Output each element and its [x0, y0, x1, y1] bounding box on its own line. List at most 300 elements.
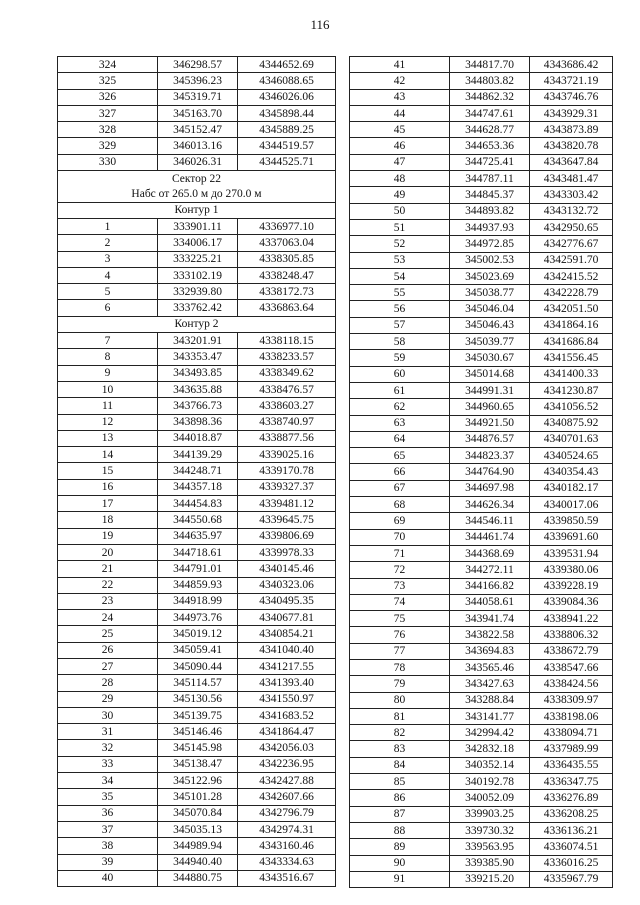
x-coordinate: 345396.23 — [158, 73, 238, 89]
point-number: 49 — [350, 187, 450, 203]
point-number: 13 — [58, 430, 158, 446]
point-number: 16 — [58, 479, 158, 495]
x-coordinate: 343941.74 — [450, 611, 530, 627]
y-coordinate: 4341556.45 — [530, 350, 613, 366]
table-row — [58, 642, 336, 658]
y-coordinate: 4338476.57 — [238, 381, 336, 397]
table-row — [350, 464, 613, 480]
x-coordinate: 344787.11 — [450, 171, 530, 187]
table-row — [350, 57, 613, 73]
y-coordinate: 4339850.59 — [530, 513, 613, 529]
x-coordinate: 345046.04 — [450, 301, 530, 317]
x-coordinate: 344368.69 — [450, 545, 530, 561]
table-row — [58, 707, 336, 723]
x-coordinate: 345023.69 — [450, 268, 530, 284]
y-coordinate: 4336016.25 — [530, 855, 613, 871]
y-coordinate: 4342056.03 — [238, 740, 336, 756]
x-coordinate: 344937.93 — [450, 219, 530, 235]
table-row — [350, 415, 613, 431]
page-number: 116 — [310, 17, 330, 32]
point-number: 14 — [58, 447, 158, 463]
y-coordinate: 4343334.63 — [238, 854, 336, 870]
point-number: 64 — [350, 431, 450, 447]
point-number: 88 — [350, 822, 450, 838]
x-coordinate: 344973.76 — [158, 610, 238, 626]
x-coordinate: 345019.12 — [158, 626, 238, 642]
table-row — [58, 447, 336, 463]
x-coordinate: 344454.83 — [158, 496, 238, 512]
point-number: 11 — [58, 398, 158, 414]
table-row — [58, 691, 336, 707]
table-row — [350, 89, 613, 105]
right-coordinates-table — [349, 56, 613, 888]
x-coordinate: 345319.71 — [158, 89, 238, 105]
x-coordinate: 345038.77 — [450, 285, 530, 301]
y-coordinate: 4339645.75 — [238, 512, 336, 528]
table-row — [58, 105, 336, 121]
x-coordinate: 346026.31 — [158, 154, 238, 170]
table-row — [58, 756, 336, 772]
table-row — [350, 643, 613, 659]
point-number: 23 — [58, 593, 158, 609]
point-number: 61 — [350, 382, 450, 398]
y-coordinate: 4340677.81 — [238, 610, 336, 626]
x-coordinate: 344718.61 — [158, 544, 238, 560]
y-coordinate: 4342776.67 — [530, 236, 613, 252]
y-coordinate: 4341864.47 — [238, 724, 336, 740]
x-coordinate: 343565.46 — [450, 659, 530, 675]
table-row — [58, 561, 336, 577]
y-coordinate: 4342607.66 — [238, 789, 336, 805]
x-coordinate: 345130.56 — [158, 691, 238, 707]
y-coordinate: 4346026.06 — [238, 89, 336, 105]
y-coordinate: 4341400.33 — [530, 366, 613, 382]
y-coordinate: 4341686.84 — [530, 334, 613, 350]
point-number: 330 — [58, 154, 158, 170]
x-coordinate: 345114.57 — [158, 675, 238, 691]
y-coordinate: 4342051.50 — [530, 301, 613, 317]
point-number: 75 — [350, 611, 450, 627]
y-coordinate: 4344519.57 — [238, 138, 336, 154]
table-row — [350, 399, 613, 415]
point-number: 10 — [58, 381, 158, 397]
x-coordinate: 345039.77 — [450, 334, 530, 350]
point-number: 82 — [350, 725, 450, 741]
y-coordinate: 4341217.55 — [238, 658, 336, 674]
contour-1-title: Контур 1 — [58, 202, 336, 218]
point-number: 54 — [350, 268, 450, 284]
table-row — [58, 593, 336, 609]
y-coordinate: 4338941.22 — [530, 611, 613, 627]
point-number: 79 — [350, 676, 450, 692]
point-number: 44 — [350, 105, 450, 121]
x-coordinate: 343694.83 — [450, 643, 530, 659]
x-coordinate: 344139.29 — [158, 447, 238, 463]
point-number: 19 — [58, 528, 158, 544]
table-row — [350, 252, 613, 268]
y-coordinate: 4338118.15 — [238, 333, 336, 349]
table-row — [350, 497, 613, 513]
x-coordinate: 333102.19 — [158, 267, 238, 283]
point-number: 80 — [350, 692, 450, 708]
point-number: 326 — [58, 89, 158, 105]
x-coordinate: 345145.98 — [158, 740, 238, 756]
point-number: 91 — [350, 871, 450, 887]
x-coordinate: 344697.98 — [450, 480, 530, 496]
x-coordinate: 332939.80 — [158, 284, 238, 300]
table-row — [350, 350, 613, 366]
x-coordinate: 342994.42 — [450, 725, 530, 741]
x-coordinate: 346013.16 — [158, 138, 238, 154]
x-coordinate: 340352.14 — [450, 757, 530, 773]
x-coordinate: 339730.32 — [450, 822, 530, 838]
table-row — [350, 659, 613, 675]
y-coordinate: 4343820.78 — [530, 138, 613, 154]
x-coordinate: 345152.47 — [158, 122, 238, 138]
point-number: 65 — [350, 448, 450, 464]
table-row — [350, 187, 613, 203]
y-coordinate: 4340323.06 — [238, 577, 336, 593]
point-number: 329 — [58, 138, 158, 154]
table-row — [58, 218, 336, 234]
x-coordinate: 344653.36 — [450, 138, 530, 154]
point-number: 42 — [350, 73, 450, 89]
y-coordinate: 4341040.40 — [238, 642, 336, 658]
table-row — [58, 724, 336, 740]
table-row — [58, 89, 336, 105]
y-coordinate: 4338547.66 — [530, 659, 613, 675]
table-row — [58, 870, 336, 886]
x-coordinate: 344791.01 — [158, 561, 238, 577]
point-number: 37 — [58, 821, 158, 837]
table-row — [350, 627, 613, 643]
table-row — [350, 382, 613, 398]
y-coordinate: 4339084.36 — [530, 594, 613, 610]
x-coordinate: 343493.85 — [158, 365, 238, 381]
table-row — [58, 577, 336, 593]
point-number: 24 — [58, 610, 158, 626]
x-coordinate: 344880.75 — [158, 870, 238, 886]
table-row — [350, 708, 613, 724]
y-coordinate: 4341393.40 — [238, 675, 336, 691]
x-coordinate: 344823.37 — [450, 448, 530, 464]
point-number: 68 — [350, 497, 450, 513]
y-coordinate: 4339025.16 — [238, 447, 336, 463]
point-number: 28 — [58, 675, 158, 691]
y-coordinate: 4339806.69 — [238, 528, 336, 544]
y-coordinate: 4342228.79 — [530, 285, 613, 301]
x-coordinate: 345059.41 — [158, 642, 238, 658]
point-number: 36 — [58, 805, 158, 821]
table-row — [350, 171, 613, 187]
table-row — [58, 626, 336, 642]
y-coordinate: 4338424.56 — [530, 676, 613, 692]
table-row — [58, 235, 336, 251]
y-coordinate: 4339327.37 — [238, 479, 336, 495]
table-row — [58, 496, 336, 512]
x-coordinate: 344628.77 — [450, 122, 530, 138]
x-coordinate: 344018.87 — [158, 430, 238, 446]
y-coordinate: 4340354.43 — [530, 464, 613, 480]
table-row — [58, 854, 336, 870]
table-row — [58, 284, 336, 300]
point-number: 18 — [58, 512, 158, 528]
y-coordinate: 4341056.52 — [530, 399, 613, 415]
table-row — [350, 839, 613, 855]
y-coordinate: 4338198.06 — [530, 708, 613, 724]
point-number: 78 — [350, 659, 450, 675]
y-coordinate: 4342950.65 — [530, 219, 613, 235]
y-coordinate: 4343303.42 — [530, 187, 613, 203]
x-coordinate: 343635.88 — [158, 381, 238, 397]
table-row — [350, 334, 613, 350]
x-coordinate: 345014.68 — [450, 366, 530, 382]
x-coordinate: 344248.71 — [158, 463, 238, 479]
point-number: 328 — [58, 122, 158, 138]
point-number: 90 — [350, 855, 450, 871]
y-coordinate: 4343721.19 — [530, 73, 613, 89]
x-coordinate: 344862.32 — [450, 89, 530, 105]
x-coordinate: 343766.73 — [158, 398, 238, 414]
point-number: 59 — [350, 350, 450, 366]
point-number: 34 — [58, 773, 158, 789]
y-coordinate: 4338172.73 — [238, 284, 336, 300]
table-row — [58, 349, 336, 365]
table-row — [58, 57, 336, 73]
x-coordinate: 344357.18 — [158, 479, 238, 495]
table-row — [58, 463, 336, 479]
table-row — [58, 398, 336, 414]
point-number: 33 — [58, 756, 158, 772]
point-number: 35 — [58, 789, 158, 805]
x-coordinate: 343353.47 — [158, 349, 238, 365]
y-coordinate: 4339978.33 — [238, 544, 336, 560]
y-coordinate: 4342415.52 — [530, 268, 613, 284]
y-coordinate: 4337063.04 — [238, 235, 336, 251]
table-row — [350, 594, 613, 610]
x-coordinate: 343427.63 — [450, 676, 530, 692]
point-number: 30 — [58, 707, 158, 723]
table-row — [350, 774, 613, 790]
y-coordinate: 4338603.27 — [238, 398, 336, 414]
x-coordinate: 345101.28 — [158, 789, 238, 805]
table-row — [350, 790, 613, 806]
y-coordinate: 4338233.57 — [238, 349, 336, 365]
point-number: 52 — [350, 236, 450, 252]
point-number: 85 — [350, 774, 450, 790]
y-coordinate: 4345889.25 — [238, 122, 336, 138]
y-coordinate: 4340182.17 — [530, 480, 613, 496]
table-row — [350, 219, 613, 235]
table-row — [58, 544, 336, 560]
y-coordinate: 4343746.76 — [530, 89, 613, 105]
table-row — [350, 676, 613, 692]
y-coordinate: 4336863.64 — [238, 300, 336, 316]
x-coordinate: 333762.42 — [158, 300, 238, 316]
x-coordinate: 344845.37 — [450, 187, 530, 203]
y-coordinate: 4339380.06 — [530, 562, 613, 578]
point-number: 3 — [58, 251, 158, 267]
point-number: 46 — [350, 138, 450, 154]
table-row — [350, 480, 613, 496]
table-row — [58, 610, 336, 626]
x-coordinate: 344725.41 — [450, 154, 530, 170]
y-coordinate: 4336074.51 — [530, 839, 613, 855]
table-row — [58, 479, 336, 495]
x-coordinate: 344803.82 — [450, 73, 530, 89]
contour-2-title: Контур 2 — [58, 316, 336, 332]
table-row — [58, 512, 336, 528]
table-row — [350, 822, 613, 838]
x-coordinate: 344991.31 — [450, 382, 530, 398]
x-coordinate: 333225.21 — [158, 251, 238, 267]
y-coordinate: 4342236.95 — [238, 756, 336, 772]
x-coordinate: 344859.93 — [158, 577, 238, 593]
y-coordinate: 4335967.79 — [530, 871, 613, 887]
point-number: 74 — [350, 594, 450, 610]
point-number: 12 — [58, 414, 158, 430]
y-coordinate: 4338305.85 — [238, 251, 336, 267]
table-row — [58, 658, 336, 674]
y-coordinate: 4338248.47 — [238, 267, 336, 283]
table-row — [58, 122, 336, 138]
y-coordinate: 4340701.63 — [530, 431, 613, 447]
point-number: 40 — [58, 870, 158, 886]
point-number: 15 — [58, 463, 158, 479]
x-coordinate: 333901.11 — [158, 218, 238, 234]
x-coordinate: 345090.44 — [158, 658, 238, 674]
y-coordinate: 4344525.71 — [238, 154, 336, 170]
point-number: 60 — [350, 366, 450, 382]
y-coordinate: 4339531.94 — [530, 545, 613, 561]
sector-title: Сектор 22 — [58, 171, 336, 187]
point-number: 63 — [350, 415, 450, 431]
x-coordinate: 344972.85 — [450, 236, 530, 252]
point-number: 43 — [350, 89, 450, 105]
point-number: 17 — [58, 496, 158, 512]
x-coordinate: 344876.57 — [450, 431, 530, 447]
table-row — [350, 545, 613, 561]
point-number: 39 — [58, 854, 158, 870]
point-number: 70 — [350, 529, 450, 545]
x-coordinate: 345122.96 — [158, 773, 238, 789]
point-number: 77 — [350, 643, 450, 659]
y-coordinate: 4336276.89 — [530, 790, 613, 806]
x-coordinate: 344893.82 — [450, 203, 530, 219]
point-number: 327 — [58, 105, 158, 121]
point-number: 27 — [58, 658, 158, 674]
table-row — [350, 317, 613, 333]
x-coordinate: 340052.09 — [450, 790, 530, 806]
table-row — [58, 267, 336, 283]
point-number: 53 — [350, 252, 450, 268]
point-number: 89 — [350, 839, 450, 855]
point-number: 45 — [350, 122, 450, 138]
y-coordinate: 4338672.79 — [530, 643, 613, 659]
y-coordinate: 4343686.42 — [530, 57, 613, 73]
y-coordinate: 4342974.31 — [238, 821, 336, 837]
y-coordinate: 4336347.75 — [530, 774, 613, 790]
point-number: 9 — [58, 365, 158, 381]
table-row — [350, 741, 613, 757]
y-coordinate: 4341683.52 — [238, 707, 336, 723]
table-row — [58, 251, 336, 267]
x-coordinate: 344989.94 — [158, 838, 238, 854]
y-coordinate: 4340875.92 — [530, 415, 613, 431]
point-number: 58 — [350, 334, 450, 350]
table-row — [350, 578, 613, 594]
point-number: 62 — [350, 399, 450, 415]
point-number: 38 — [58, 838, 158, 854]
y-coordinate: 4336136.21 — [530, 822, 613, 838]
point-number: 8 — [58, 349, 158, 365]
y-coordinate: 4337989.99 — [530, 741, 613, 757]
x-coordinate: 345163.70 — [158, 105, 238, 121]
y-coordinate: 4346088.65 — [238, 73, 336, 89]
point-number: 56 — [350, 301, 450, 317]
x-coordinate: 344764.90 — [450, 464, 530, 480]
point-number: 87 — [350, 806, 450, 822]
table-row — [350, 757, 613, 773]
point-number: 67 — [350, 480, 450, 496]
x-coordinate: 345046.43 — [450, 317, 530, 333]
point-number: 6 — [58, 300, 158, 316]
y-coordinate: 4341230.87 — [530, 382, 613, 398]
x-coordinate: 344166.82 — [450, 578, 530, 594]
point-number: 325 — [58, 73, 158, 89]
x-coordinate: 344940.40 — [158, 854, 238, 870]
x-coordinate: 343288.84 — [450, 692, 530, 708]
point-number: 48 — [350, 171, 450, 187]
y-coordinate: 4343516.67 — [238, 870, 336, 886]
y-coordinate: 4339170.78 — [238, 463, 336, 479]
point-number: 83 — [350, 741, 450, 757]
table-row — [350, 431, 613, 447]
table-row — [350, 611, 613, 627]
y-coordinate: 4336208.25 — [530, 806, 613, 822]
x-coordinate: 339903.25 — [450, 806, 530, 822]
x-coordinate: 344626.34 — [450, 497, 530, 513]
table-row — [350, 73, 613, 89]
y-coordinate: 4343160.46 — [238, 838, 336, 854]
y-coordinate: 4340495.35 — [238, 593, 336, 609]
point-number: 81 — [350, 708, 450, 724]
y-coordinate: 4336977.10 — [238, 218, 336, 234]
point-number: 66 — [350, 464, 450, 480]
point-number: 50 — [350, 203, 450, 219]
point-number: 57 — [350, 317, 450, 333]
point-number: 324 — [58, 57, 158, 73]
y-coordinate: 4341550.97 — [238, 691, 336, 707]
x-coordinate: 345030.67 — [450, 350, 530, 366]
point-number: 31 — [58, 724, 158, 740]
table-row — [350, 268, 613, 284]
point-number: 7 — [58, 333, 158, 349]
x-coordinate: 339385.90 — [450, 855, 530, 871]
table-row — [58, 414, 336, 430]
y-coordinate: 4338740.97 — [238, 414, 336, 430]
point-number: 5 — [58, 284, 158, 300]
table-row — [58, 430, 336, 446]
y-coordinate: 4340017.06 — [530, 497, 613, 513]
x-coordinate: 340192.78 — [450, 774, 530, 790]
y-coordinate: 4345898.44 — [238, 105, 336, 121]
y-coordinate: 4338309.97 — [530, 692, 613, 708]
x-coordinate: 344461.74 — [450, 529, 530, 545]
x-coordinate: 344550.68 — [158, 512, 238, 528]
y-coordinate: 4340524.65 — [530, 448, 613, 464]
table-row — [58, 675, 336, 691]
